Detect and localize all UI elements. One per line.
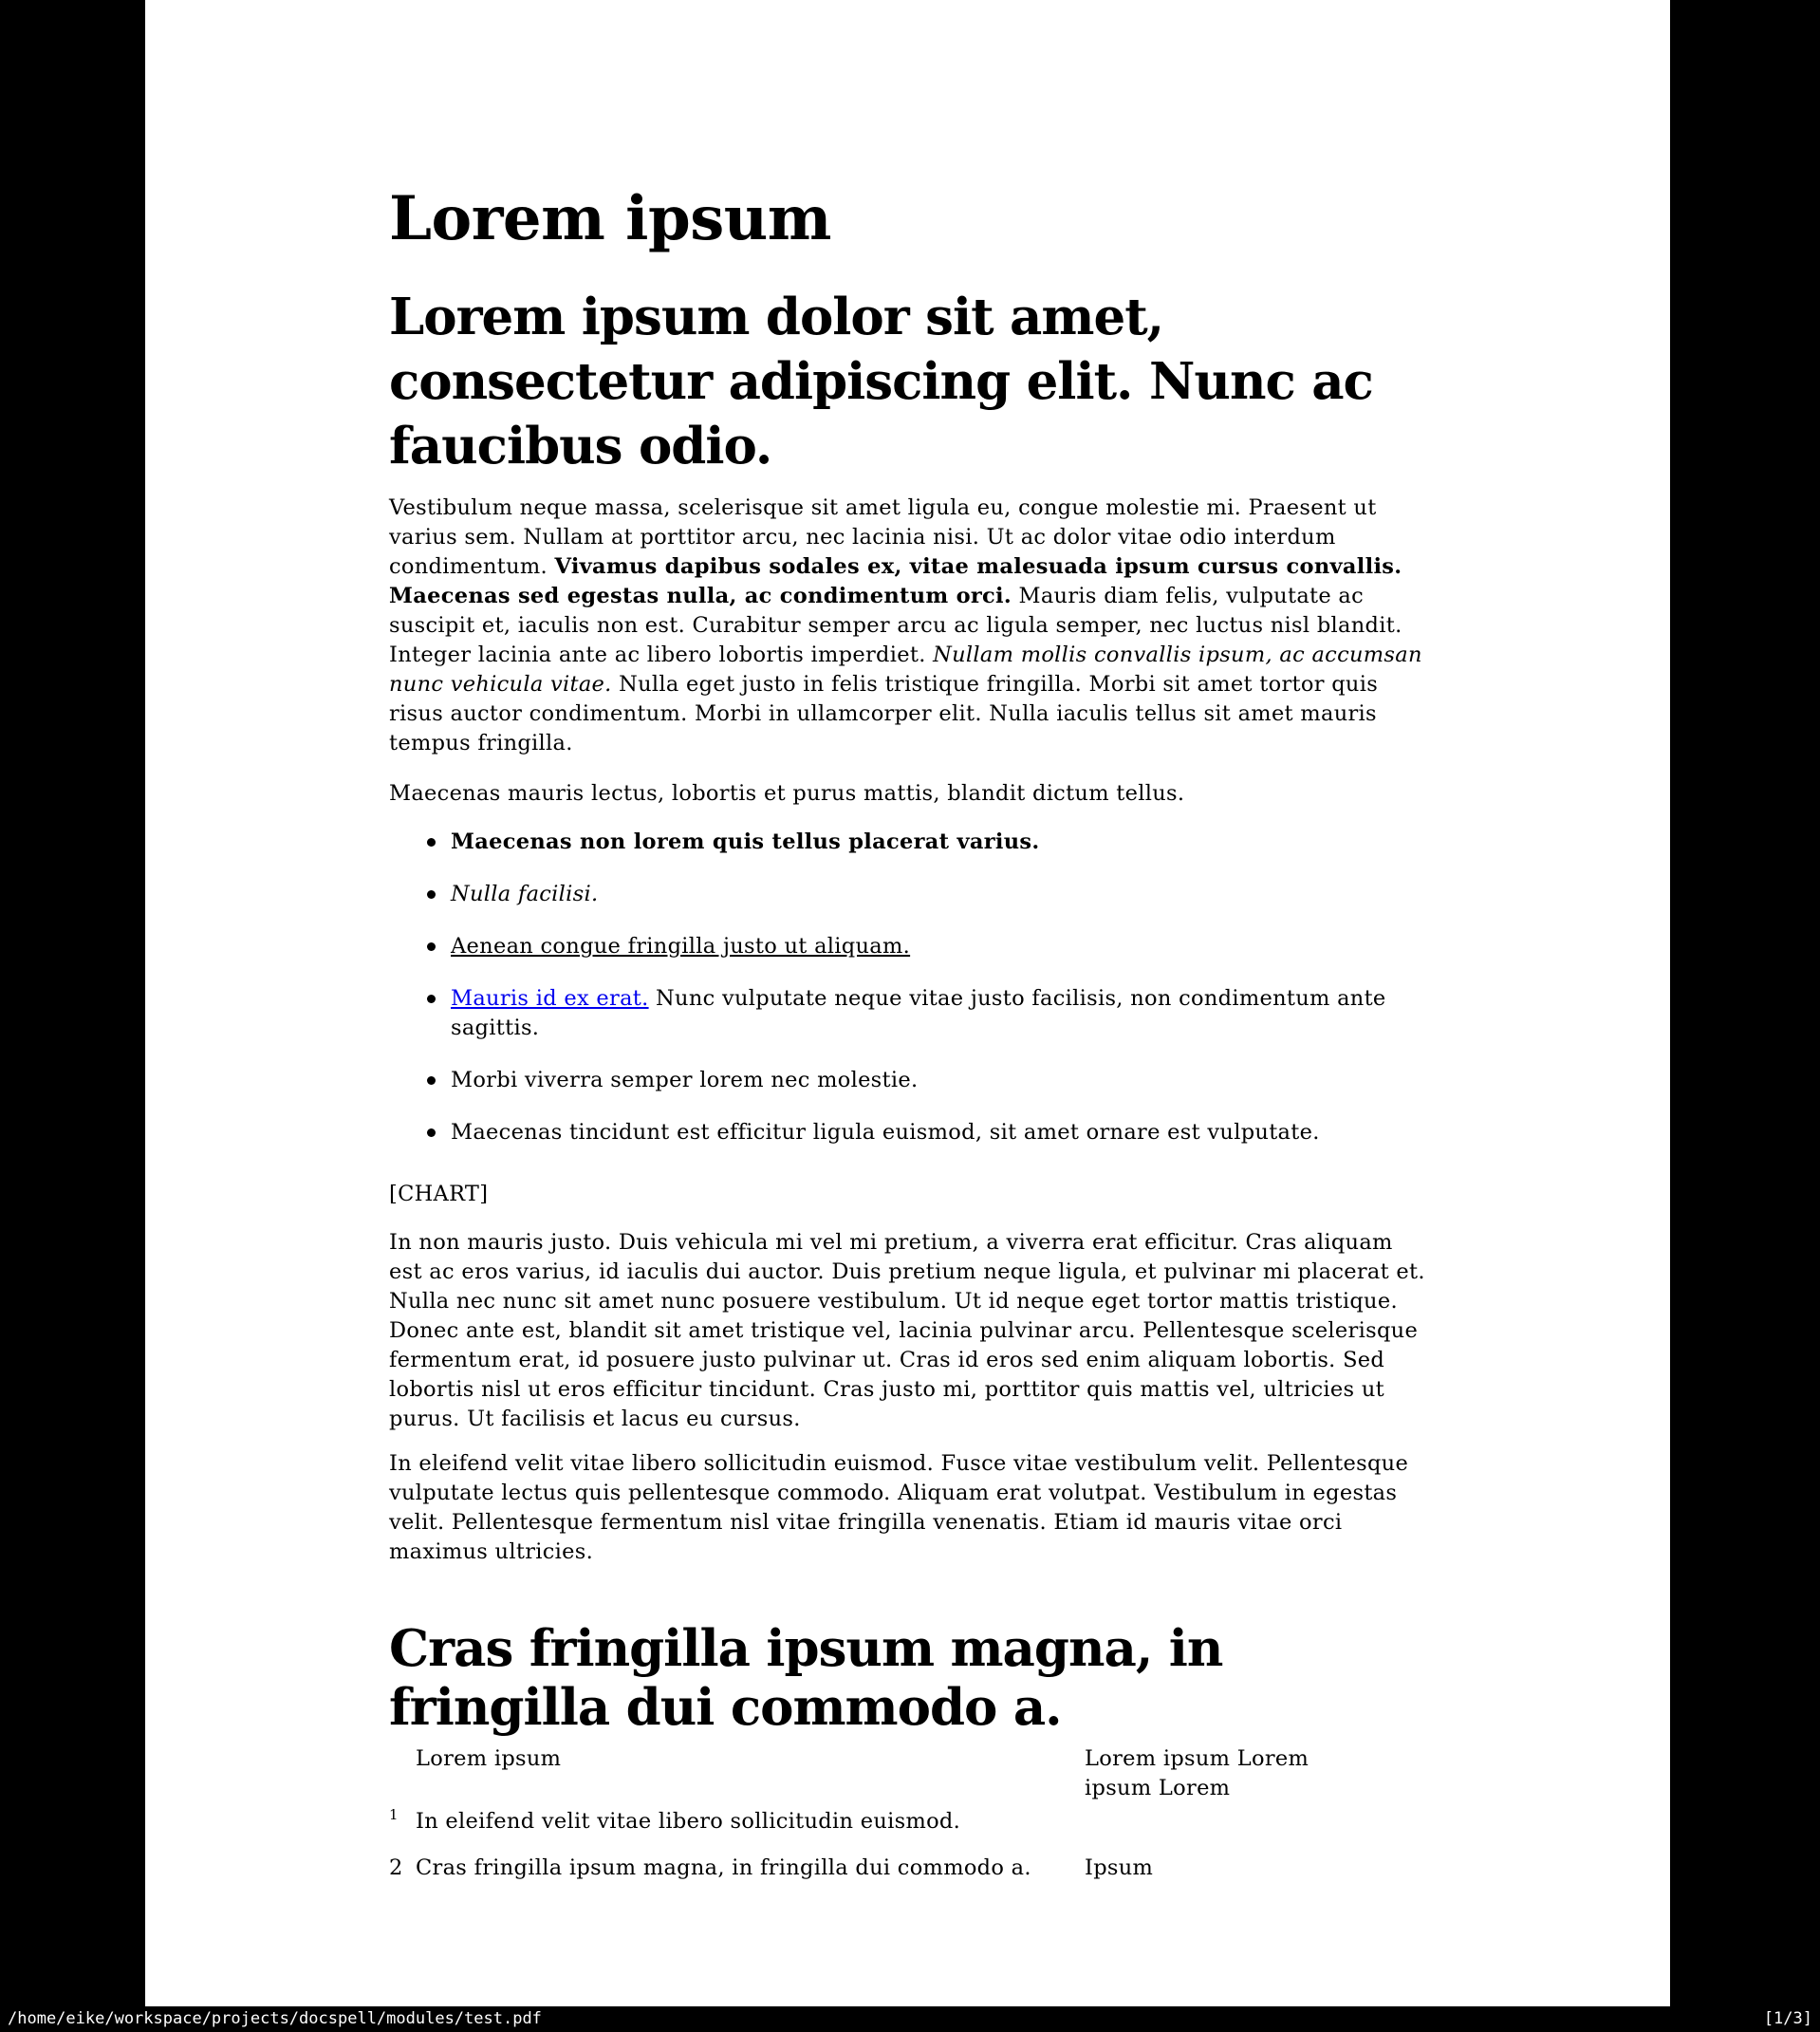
table-header-col1: Lorem ipsum [416,1746,562,1771]
paragraph-4: In eleifend velit vitae libero sollicitudin euismod. Fusce vitae vestibulum velit. Pellentesque vulputate lectus quis pellentesque commodo. Aliquam erat volutpat. Vestibulum in egestas velit. Pellentesque fermentum nisl vitae fringilla venenatis. Etiam id mauris vitae orci maximus ultricies. [389,1451,1409,1564]
list-item-4 [451,984,1431,1043]
bullet-icon [427,942,436,951]
list-item-5-text: Morbi viverra semper lorem nec molestie. [451,1068,919,1092]
list-item-1-text: Maecenas non lorem quis tellus placerat varius. [451,830,1040,854]
section-heading-1: Lorem ipsum dolor sit amet, consectetur adipiscing elit. Nunc ac faucibus odio. [389,288,1373,475]
list-item-3 [451,932,1431,961]
paragraph-1-normal-1: Vestibulum neque massa, scelerisque sit amet ligula eu, congue molestie mi. Praesent ut varius sem. Nullam at porttitor arcu, nec lacinia nisi. Ut ac dolor vitae odio interdum condimentum. [389,495,1377,579]
row-1-number: 1 [389,1806,399,1823]
pdf-page [145,0,1670,2006]
bullet-icon [427,838,436,847]
statusbar-page-indicator: [1/3] [1763,2008,1812,2028]
viewer-statusbar [0,2006,1820,2032]
bullet-icon [427,995,436,1003]
footnote-table [389,1744,1431,1883]
list-item-2-text: Nulla facilisi. [451,882,599,906]
section-heading-2: Cras fringilla ipsum magna, in fringilla dui commodo a. [389,1619,1223,1737]
table-row [389,1807,1431,1838]
bullet-icon [427,890,436,899]
table-header-col2: Lorem ipsum Lorem ipsum Lorem [1085,1746,1309,1800]
paragraph-3: In non mauris justo. Duis vehicula mi vel mi pretium, a viverra erat efficitur. Cras aliquam est ac eros varius, id iaculis dui auctor. Duis pretium neque ligula, et pulvinar mi placerat et. Nulla nec nunc sit amet nunc posuere vestibulum. Ut id neque eget tortor mattis tristique. Donec ante est, blandit sit amet tristique vel, lacinia pulvinar arcu. Pellentesque scelerisque fermentum erat, id posuere justo pulvinar ut. Cras id eros sed enim aliquam lobortis. Sed lobortis nisl ut eros efficitur tincidunt. Cras justo mi, porttitor quis mattis vel, ultricies ut purus. Ut facilisis et lacus eu cursus. [389,1230,1425,1431]
statusbar-file-path: /home/eike/workspace/projects/docspell/modules/test.pdf [8,2008,542,2028]
list-item-6-text: Maecenas tincidunt est efficitur ligula euismod, sit amet ornare est vulputate. [451,1120,1320,1145]
paragraph-1-italic: Nullam mollis convallis ipsum, ac accumsan nunc vehicula vitae. [389,643,1422,697]
table-row [389,1854,1431,1883]
list-item-4-text: Nunc vulputate neque vitae justo facilisis, non condimentum ante sagittis. [451,986,1386,1040]
paragraph-2: Maecenas mauris lectus, lobortis et purus mattis, blandit dictum tellus. [389,781,1185,806]
bullet-icon [427,1128,436,1137]
bullet-list [389,828,1431,1147]
list-item-6 [451,1118,1431,1147]
bullet-icon [427,1076,436,1085]
page-content [145,0,1670,1883]
row-2-number: 2 [389,1855,403,1880]
list-item-4-link[interactable]: Mauris id ex erat. [451,986,649,1011]
row-1-text: In eleifend velit vitae libero sollicitudin euismod. [416,1809,961,1834]
paragraph-1-bold: Vivamus dapibus sodales ex, vitae malesuada ipsum cursus convallis. Maecenas sed egestas nulla, ac condimentum orci. [389,554,1402,608]
list-item-3-link[interactable]: Aenean congue fringilla justo ut aliquam. [451,934,911,959]
row-2-col2: Ipsum [1085,1855,1154,1880]
document-title: Lorem ipsum [389,183,831,254]
paragraph-1 [389,494,1431,758]
list-item-1 [451,828,1431,857]
row-1-col2 [1085,1807,1350,1838]
row-2-text: Cras fringilla ipsum magna, in fringilla dui commodo a. [416,1855,1031,1880]
table-header-row [389,1744,1431,1803]
paragraph-1-normal-2: Mauris diam felis, vulputate ac suscipit et, iaculis non est. Curabitur semper arcu ac ligula semper, nec luctus nisl blandit. Integer lacinia ante ac libero lobortis imperdiet. [389,584,1402,667]
chart-placeholder: [CHART] [389,1182,489,1206]
paragraph-1-normal-3: Nulla eget justo in felis tristique fringilla. Morbi sit amet tortor quis risus auctor condimentum. Morbi in ullamcorper elit. Nulla iaculis tellus sit amet mauris tempus fringilla. [389,672,1379,755]
table-header-num-cell [389,1744,416,1803]
list-item-2 [451,880,1431,909]
list-item-5 [451,1066,1431,1095]
